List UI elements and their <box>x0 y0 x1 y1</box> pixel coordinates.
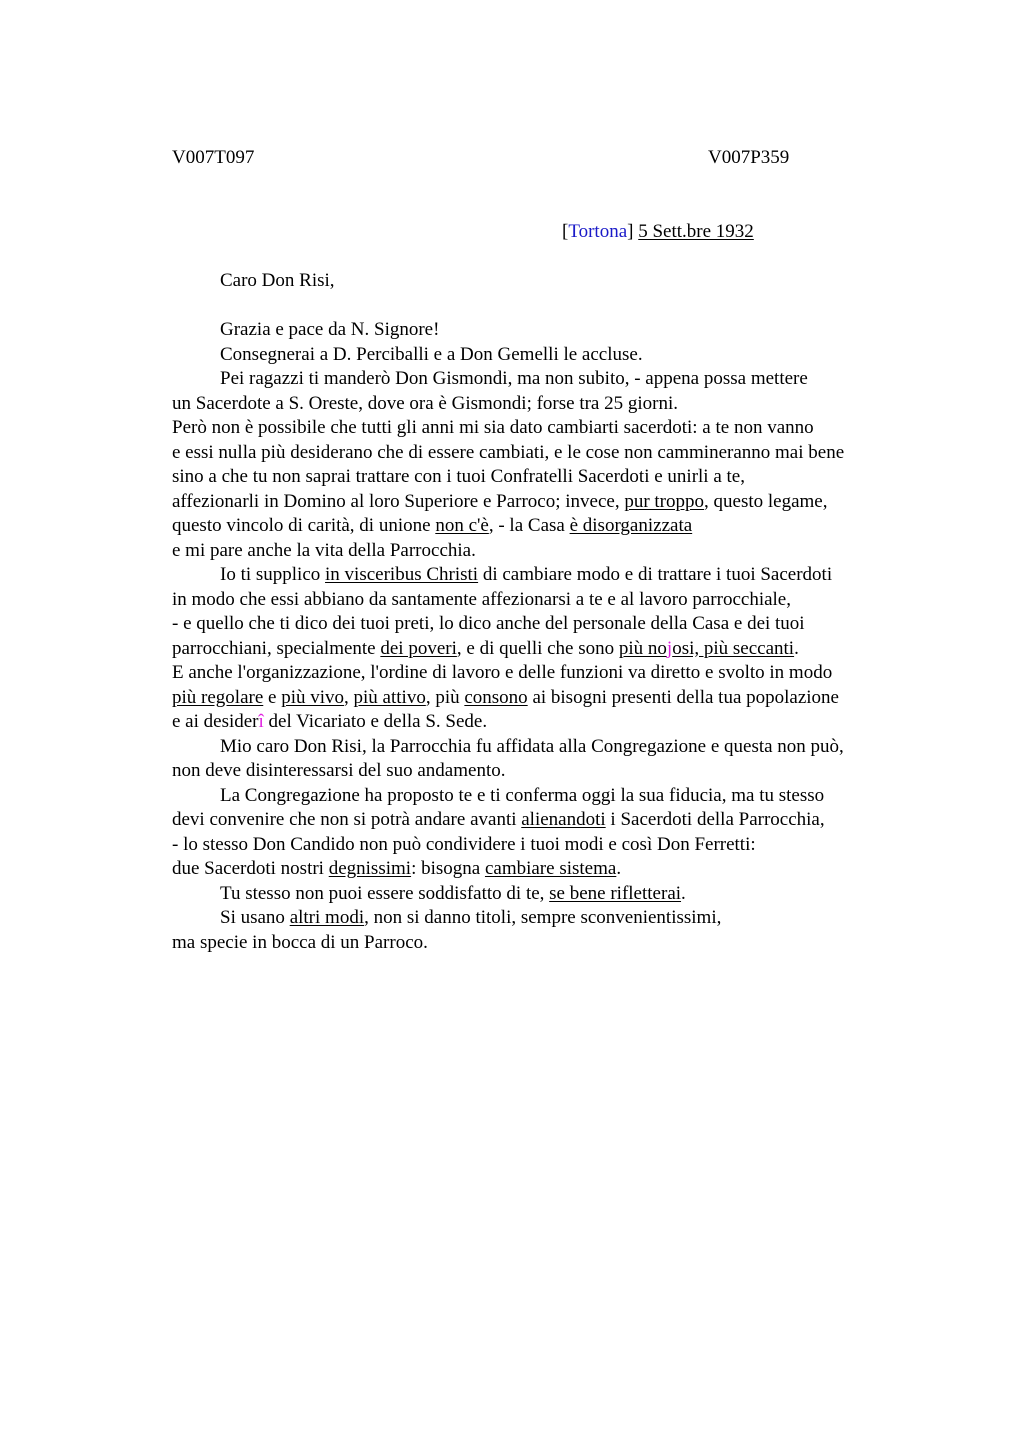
line-text: , non si danno titoli, sempre sconvenientissimi, <box>364 907 722 928</box>
line-text: Si usano <box>220 907 290 928</box>
line-text: e ai desider <box>172 711 259 732</box>
line-text: . <box>681 882 686 904</box>
letter-line <box>172 441 932 466</box>
underlined-text: alienandoti <box>521 809 606 830</box>
letter-line <box>172 392 932 417</box>
underlined-text: in visceribus Christi <box>325 564 479 585</box>
underlined-text: consono <box>464 686 528 708</box>
letter-line <box>172 514 932 539</box>
letter-line <box>172 710 932 735</box>
letter-line <box>172 637 932 662</box>
line-text: e mi pare anche la vita della Parrocchia. <box>172 539 476 561</box>
line-text: , più <box>425 686 465 708</box>
line-text: non deve disinteressarsi del suo andamento. <box>172 760 506 781</box>
line-text: e <box>263 686 282 708</box>
underlined-text: j <box>666 637 673 659</box>
underlined-text: non c'è <box>435 515 489 536</box>
underlined-text: degnissimi <box>328 858 412 879</box>
underlined-text: altri modi <box>289 907 365 928</box>
underlined-text: se bene rifletterai <box>549 882 682 904</box>
line-text: di cambiare modo e di trattare i tuoi Sacerdoti <box>478 564 833 585</box>
letter-line <box>172 686 932 711</box>
line-text: Consegnerai a D. Perciballi e a Don Gemelli le accluse. <box>220 343 643 365</box>
line-text: e essi nulla più desiderano che di essere cambiati, e le cose non cammineranno mai bene <box>172 441 845 463</box>
underlined-text: più no <box>618 637 667 659</box>
underlined-text: cambiare sistema <box>484 858 617 879</box>
document-code-right: V007P359 <box>708 147 790 168</box>
line-text: del Vicariato e della S. Sede. <box>263 711 488 732</box>
letter-line <box>172 367 932 392</box>
line-text: . <box>616 858 622 879</box>
line-text: , - la Casa <box>488 515 570 536</box>
letter-line <box>172 490 932 515</box>
line-text: i Sacerdoti della Parrocchia, <box>605 809 825 830</box>
letter-body <box>172 318 932 955</box>
letter-line <box>172 661 932 686</box>
underlined-text: dei poveri <box>380 637 457 659</box>
line-text: ma specie in bocca di un Parroco. <box>172 931 428 953</box>
line-text: ai bisogni presenti della tua popolazione <box>527 686 839 708</box>
line-text: : bisogna <box>411 858 485 879</box>
letter-line <box>172 539 932 564</box>
line-text: affezionarli in Domino al loro Superiore e Parroco; invece, <box>172 490 625 512</box>
letter-date-line <box>562 221 754 243</box>
line-text: , e di quelli che sono <box>456 637 619 659</box>
bracket-open: [ <box>562 221 569 242</box>
line-text: un Sacerdote a S. Oreste, dove ora è Gismondi; forse tra 25 giorni. <box>172 392 679 414</box>
line-text: La Congregazione ha proposto te e ti conferma oggi la sua fiducia, ma tu stesso <box>220 784 825 806</box>
salutation: Caro Don Risi, <box>220 270 335 291</box>
line-text: Tu stesso non puoi essere soddisfatto di te, <box>220 882 550 904</box>
line-text: Io ti supplico <box>220 564 326 585</box>
letter-line <box>172 612 932 637</box>
letter-line <box>172 735 932 760</box>
line-text: Pei ragazzi ti manderò Don Gismondi, ma non subito, - appena possa mettere <box>220 368 808 389</box>
letter-line <box>172 318 932 343</box>
letter-line <box>172 882 932 907</box>
letter-line <box>172 931 932 956</box>
letter-line <box>172 343 932 368</box>
letter-line <box>172 784 932 809</box>
line-text: Grazia e pace da N. Signore! <box>220 319 440 340</box>
letter-line <box>172 588 932 613</box>
letter-line <box>172 416 932 441</box>
line-text: î <box>258 711 264 732</box>
letter-line <box>172 563 932 588</box>
line-text: in modo che essi abbiano da santamente affezionarsi a te e al lavoro parrocchiale, <box>172 588 791 610</box>
line-text: - e quello che ti dico dei tuoi preti, lo dico anche del personale della Casa e dei tuoi <box>172 613 805 634</box>
underlined-text: pur troppo <box>624 490 705 512</box>
letter-line <box>172 857 932 882</box>
line-text: . <box>794 637 799 659</box>
letter-line <box>172 906 932 931</box>
letter-line <box>172 833 932 858</box>
line-text: questo vincolo di carità, di unione <box>172 515 436 536</box>
underlined-text: più vivo <box>281 686 345 708</box>
line-text: - lo stesso Don Candido non può condividere i tuoi modi e così Don Ferretti: <box>172 833 756 855</box>
line-text: E anche l'organizzazione, l'ordine di lavoro e delle funzioni va diretto e svolto in modo <box>172 662 833 683</box>
letter-date: 5 Sett.bre 1932 <box>638 221 754 242</box>
document-code-left: V007T097 <box>172 147 255 168</box>
bracket-close: ] <box>627 221 634 242</box>
line-text: , <box>344 686 354 708</box>
line-text: devi convenire che non si potrà andare avanti <box>172 809 522 830</box>
underlined-text: più attivo <box>353 686 426 708</box>
underlined-text: è disorganizzata <box>569 515 693 536</box>
line-text: Mio caro Don Risi, la Parrocchia fu affidata alla Congregazione e questa non può, <box>220 735 844 757</box>
place-name: Tortona <box>568 221 628 242</box>
letter-line <box>172 465 932 490</box>
line-text: due Sacerdoti nostri <box>172 858 329 879</box>
line-text: , questo legame, <box>704 490 828 512</box>
line-text: Però non è possibile che tutti gli anni mi sia dato cambiarti sacerdoti: a te non vanno <box>172 417 814 438</box>
letter-line <box>172 759 932 784</box>
underlined-text: osi, più seccanti <box>672 637 795 659</box>
line-text: parrocchiani, specialmente <box>172 637 381 659</box>
line-text: sino a che tu non saprai trattare con i tuoi Confratelli Sacerdoti e unirli a te, <box>172 466 745 487</box>
underlined-text: più regolare <box>172 686 264 708</box>
letter-line <box>172 808 932 833</box>
